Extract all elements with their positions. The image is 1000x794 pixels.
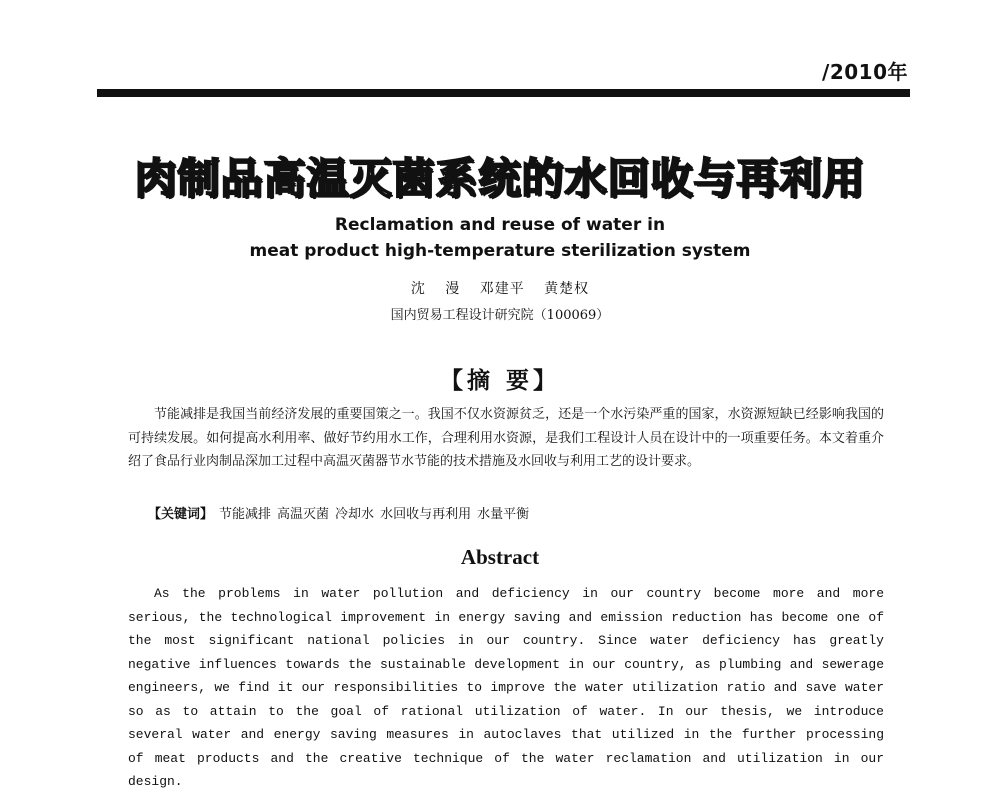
keyword-item: 节能减排 (219, 507, 272, 522)
chinese-title: 肉制品高温灭菌系统的水回收与再利用 (134, 154, 866, 203)
chinese-abstract-body: 节能减排是我国当前经济发展的重要国策之一。我国不仅水资源贫乏，还是一个水污染严重的国家，水资源短缺已经影响我国的可持续发展。如何提高水利用率、做好节约用水工作，合理利用水资源，是我们工程设计人员在设计中的一项重要任务。本文着重介绍了食品行业肉制品深加工过程中高温灭菌器节水节能的技术措施及水回收与利用工艺的设计要求。 (128, 407, 884, 469)
author-names: 沈 漫 邓建平 黄楚权 (410, 281, 590, 297)
english-title-line-2: meat product high-temperature sterilization system (249, 241, 751, 261)
english-abstract-body: As the problems in water pollution and deficiency in our country become more and more serious, the technological improvement in energy saving and emission reduction has become one of the most significant national policies in our country. Since water deficiency has greatly negative influences towards the sustainable development in our country, as plumbing and sewerage engineers, we find it our responsibilities to improve the water utilization ratio and save water so as to attain to the goal of rational utilization of water. In our thesis, we introduce several water and energy saving measures in autoclaves that utilized in the further processing of meat products and the creative technique of the water reclamation and utilization in our design. (128, 586, 884, 789)
keyword-item: 高温灭菌 (277, 507, 330, 522)
keyword-item: 水回收与再利用 (380, 507, 472, 522)
english-title (0, 212, 1000, 264)
keywords-line (148, 504, 888, 526)
english-abstract-heading: Abstract (460, 545, 540, 569)
author-affiliation: 国内贸易工程设计研究院（100069） (390, 308, 610, 323)
journal-year: /2010年 (822, 60, 908, 84)
keyword-item: 冷却水 (335, 507, 375, 522)
header-rule (97, 89, 910, 97)
keywords-label: 【关键词】 (148, 507, 214, 522)
keyword-item: 水量平衡 (477, 507, 530, 522)
chinese-abstract-heading: 【摘 要】 (439, 367, 560, 394)
english-title-line-1: Reclamation and reuse of water in (334, 215, 666, 235)
